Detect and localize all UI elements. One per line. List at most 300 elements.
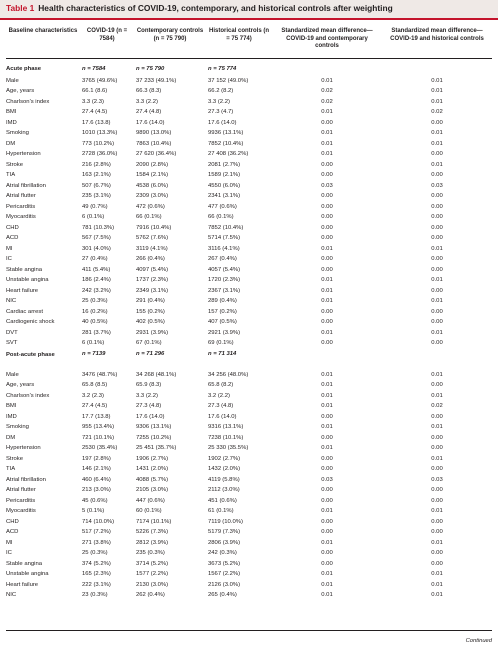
characteristic: Myocarditis [6,214,36,221]
smd-historical: 0.00 [431,151,443,158]
smd-contemporary: 0.00 [321,256,333,263]
historical-value: 2921 (3.9%) [208,329,241,336]
contemporary-value: 9890 (13.0%) [136,130,172,137]
smd-historical: 0.01 [431,581,443,588]
historical-value: 66.2 (8.2) [208,88,234,95]
table-row [6,476,492,487]
smd-historical: 0.01 [431,130,443,137]
contemporary-value: 1906 (2.7%) [136,455,169,462]
smd-contemporary: 0.01 [321,109,333,116]
table-title [6,3,393,13]
table-row [6,108,492,119]
historical-value: 2806 (3.9%) [208,539,241,546]
smd-contemporary: 0.00 [321,266,333,273]
smd-contemporary: 0.01 [321,287,333,294]
historical-value: 25 330 (35.5%) [208,445,249,452]
table-row [6,507,492,518]
contemporary-value: 4097 (5.4%) [136,266,169,273]
table-row [6,140,492,151]
smd-contemporary: 0.01 [321,298,333,305]
table-row [6,255,492,266]
table-row [6,518,492,529]
smd-contemporary: 0.01 [321,392,333,399]
covid-value: 40 (0.5%) [82,319,108,326]
section-count-contemporary: n = 75 790 [136,66,165,73]
contemporary-value: 67 (0.1%) [136,340,162,347]
smd-historical: 0.02 [431,109,443,116]
table-row [6,539,492,550]
smd-contemporary: 0.01 [321,245,333,252]
characteristic: Pericarditis [6,497,36,504]
characteristic: Atrial fibrillation [6,182,46,189]
historical-value: 17.6 (14.0) [208,413,237,420]
table-number: Table 1 [6,3,35,13]
contemporary-value: 2130 (3.0%) [136,581,169,588]
smd-historical: 0.00 [431,203,443,210]
historical-value: 66 (0.1%) [208,214,234,221]
historical-value: 27.3 (4.7) [208,109,234,116]
characteristic: NIC [6,298,17,305]
covid-value: 197 (2.8%) [82,455,111,462]
table-row [6,87,492,98]
table-row [6,98,492,109]
table-row [6,329,492,340]
smd-historical: 0.00 [431,434,443,441]
smd-historical: 0.00 [431,413,443,420]
table-row [6,234,492,245]
section-count-historical: n = 75 774 [208,66,237,73]
historical-value: 65.8 (8.2) [208,382,234,389]
smd-contemporary: 0.01 [321,592,333,599]
continued-note: Continued [465,638,492,644]
historical-value: 4550 (6.0%) [208,182,241,189]
covid-value: 16 (0.2%) [82,308,108,315]
contemporary-value: 4088 (5.7%) [136,476,169,483]
covid-value: 25 (0.3%) [82,298,108,305]
historical-value: 2112 (3.0%) [208,487,240,494]
covid-value: 66.1 (8.6) [82,88,108,95]
historical-value: 3673 (5.2%) [208,560,241,567]
smd-contemporary: 0.00 [321,518,333,525]
smd-contemporary: 0.00 [321,203,333,210]
smd-contemporary: 0.01 [321,140,333,147]
smd-contemporary: 0.00 [321,434,333,441]
smd-historical: 0.00 [431,445,443,452]
smd-contemporary: 0.00 [321,413,333,420]
historical-value: 27.3 (4.8) [208,403,234,410]
section-acute-phase [6,64,492,77]
characteristic: Age, years [6,382,35,389]
characteristic: DVT [6,329,18,336]
covid-value: 213 (3.0%) [82,487,111,494]
table-row [6,213,492,224]
contemporary-value: 2105 (3.0%) [136,487,169,494]
smd-historical: 0.03 [431,182,443,189]
smd-historical: 0.00 [431,224,443,231]
covid-value: 65.8 (8.5) [82,382,108,389]
header-contemporary: Contemporary controls (n = 75 790) [136,28,204,42]
characteristic: CHD [6,224,19,231]
contemporary-value: 1584 (2.1%) [136,172,169,179]
contemporary-value: 3.3 (2.2) [136,392,158,399]
header-covid: COVID-19 (n = 7584) [86,28,128,42]
smd-historical: 0.01 [431,371,443,378]
contemporary-value: 27 620 (36.4%) [136,151,177,158]
covid-value: 27 (0.4%) [82,256,108,263]
table-row [6,423,492,434]
historical-value: 5179 (7.3%) [208,529,241,536]
smd-historical: 0.01 [431,77,443,84]
table-row [6,245,492,256]
smd-contemporary: 0.00 [321,214,333,221]
historical-value: 3116 (4.1%) [208,245,240,252]
table-row [6,549,492,560]
covid-value: 3765 (49.6%) [82,77,118,84]
historical-value: 1589 (2.1%) [208,172,241,179]
historical-value: 1432 (2.0%) [208,466,241,473]
contemporary-value: 2931 (3.9%) [136,329,169,336]
historical-value: 4119 (5.8%) [208,476,240,483]
contemporary-value: 2090 (2.8%) [136,161,169,168]
contemporary-value: 27.4 (4.8) [136,109,162,116]
smd-contemporary: 0.00 [321,466,333,473]
smd-contemporary: 0.00 [321,550,333,557]
contemporary-value: 5226 (7.3%) [136,529,169,536]
contemporary-value: 3.3 (2.2) [136,98,158,105]
historical-value: 267 (0.4%) [208,256,237,263]
table-row [6,465,492,476]
characteristic: Charlson's index [6,392,50,399]
table-row [6,402,492,413]
smd-contemporary: 0.02 [321,98,333,105]
contemporary-value: 60 (0.1%) [136,508,162,515]
smd-historical: 0.01 [431,508,443,515]
smd-historical: 0.00 [431,550,443,557]
historical-value: 477 (0.6%) [208,203,237,210]
covid-value: 163 (2.1%) [82,172,111,179]
smd-contemporary: 0.00 [321,172,333,179]
contemporary-value: 1577 (2.2%) [136,571,169,578]
covid-value: 507 (6.7%) [82,182,111,189]
table-row [6,203,492,214]
table-row [6,413,492,424]
contemporary-value: 1737 (2.3%) [136,277,169,284]
table-row [6,119,492,130]
smd-historical: 0.01 [431,140,443,147]
header-smd-contemporary: Standardized mean difference—COVID-19 and contemporary controls [281,28,373,49]
smd-historical: 0.01 [431,161,443,168]
smd-contemporary: 0.01 [321,508,333,515]
characteristic: Atrial fibrillation [6,476,46,483]
smd-contemporary: 0.00 [321,235,333,242]
table-row [6,318,492,329]
covid-value: 955 (13.4%) [82,424,115,431]
table-row [6,308,492,319]
historical-value: 2081 (2.7%) [208,161,241,168]
smd-historical: 0.01 [431,455,443,462]
contemporary-value: 5762 (7.6%) [136,235,169,242]
smd-contemporary: 0.00 [321,193,333,200]
covid-value: 17.6 (13.8) [82,119,111,126]
contemporary-value: 27.3 (4.8) [136,403,162,410]
characteristic: TIA [6,172,16,179]
contemporary-value: 2812 (3.9%) [136,539,169,546]
characteristic: DM [6,434,16,441]
characteristic: IC [6,256,12,263]
historical-value: 5714 (7.5%) [208,235,241,242]
contemporary-value: 7863 (10.4%) [136,140,172,147]
smd-historical: 0.00 [431,497,443,504]
smd-historical: 0.01 [431,98,443,105]
table-row [6,287,492,298]
smd-historical: 0.01 [431,424,443,431]
section-count-covid: n = 7139 [82,350,106,357]
smd-contemporary: 0.00 [321,487,333,494]
table-row [6,486,492,497]
contemporary-value: 262 (0.4%) [136,592,165,599]
covid-value: 45 (0.6%) [82,497,108,504]
covid-value: 281 (3.7%) [82,329,111,336]
covid-value: 2530 (35.4%) [82,445,118,452]
smd-historical: 0.00 [431,256,443,263]
covid-value: 2728 (36.0%) [82,151,118,158]
covid-value: 49 (0.7%) [82,203,108,210]
historical-value: 2126 (3.0%) [208,581,241,588]
contemporary-value: 472 (0.6%) [136,203,165,210]
table-row [6,581,492,592]
historical-value: 2367 (3.1%) [208,287,241,294]
smd-historical: 0.01 [431,298,443,305]
historical-value: 1720 (2.3%) [208,277,241,284]
table-row [6,371,492,382]
covid-value: 5 (0.1%) [82,508,105,515]
table-row [6,297,492,308]
characteristic: IMD [6,413,17,420]
historical-value: 157 (0.2%) [208,308,237,315]
covid-value: 411 (5.4%) [82,266,111,273]
characteristic: Myocarditis [6,508,36,515]
smd-contemporary: 0.00 [321,224,333,231]
contemporary-value: 2349 (3.1%) [136,287,169,294]
smd-historical: 0.00 [431,487,443,494]
table-title-bar [0,0,498,20]
table-row [6,161,492,172]
smd-contemporary: 0.01 [321,571,333,578]
historical-value: 242 (0.3%) [208,550,237,557]
section-count-contemporary: n = 71 296 [136,350,165,357]
characteristic: Smoking [6,130,29,137]
smd-contemporary: 0.01 [321,424,333,431]
covid-value: 186 (2.4%) [82,277,111,284]
table-row [6,591,492,602]
characteristic: IC [6,550,12,557]
historical-value: 289 (0.4%) [208,298,237,305]
table-header [6,28,492,58]
contemporary-value: 291 (0.4%) [136,298,165,305]
historical-value: 37 152 (49.0%) [208,77,249,84]
section-count-covid: n = 7584 [82,66,106,73]
characteristic: DM [6,140,16,147]
smd-contemporary: 0.01 [321,329,333,336]
smd-historical: 0.00 [431,382,443,389]
historical-value: 34 256 (48.0%) [208,371,249,378]
historical-value: 1567 (2.2%) [208,571,241,578]
table-row [6,266,492,277]
contemporary-value: 3119 (4.1%) [136,245,168,252]
characteristic: ACD [6,235,19,242]
smd-historical: 0.00 [431,466,443,473]
characteristic: Hypertension [6,445,41,452]
smd-historical: 0.01 [431,277,443,284]
smd-contemporary: 0.00 [321,497,333,504]
characteristic: IMD [6,119,17,126]
covid-value: 165 (2.3%) [82,571,111,578]
section-count-historical: n = 71 314 [208,350,237,357]
contemporary-value: 155 (0.2%) [136,308,165,315]
characteristic: Hypertension [6,151,41,158]
smd-contemporary: 0.00 [321,319,333,326]
covid-value: 374 (5.2%) [82,560,111,567]
table-row [6,276,492,287]
smd-historical: 0.00 [431,172,443,179]
smd-historical: 0.00 [431,518,443,525]
historical-value: 61 (0.1%) [208,508,234,515]
smd-contemporary: 0.01 [321,130,333,137]
smd-contemporary: 0.01 [321,371,333,378]
contemporary-value: 7255 (10.2%) [136,434,172,441]
covid-value: 27.4 (4.5) [82,109,108,116]
characteristic: Stable angina [6,560,43,567]
smd-contemporary: 0.03 [321,182,333,189]
table-row [6,528,492,539]
contemporary-value: 17.6 (14.0) [136,119,165,126]
covid-value: 17.7 (13.8) [82,413,111,420]
table-row [6,150,492,161]
covid-value: 1010 (13.3%) [82,130,118,137]
smd-contemporary: 0.00 [321,560,333,567]
smd-historical: 0.01 [431,245,443,252]
characteristic: Cardiac arrest [6,308,43,315]
smd-historical: 0.01 [431,539,443,546]
characteristic: Male [6,371,19,378]
table-row [6,77,492,88]
contemporary-value: 3714 (5.2%) [136,560,169,567]
smd-contemporary: 0.03 [321,476,333,483]
covid-value: 517 (7.2%) [82,529,111,536]
characteristic: Unstable angina [6,277,49,284]
contemporary-value: 7916 (10.4%) [136,224,172,231]
smd-historical: 0.01 [431,88,443,95]
characteristic: MI [6,245,13,252]
characteristic: TIA [6,466,16,473]
covid-value: 222 (3.1%) [82,581,111,588]
table-body [6,58,492,602]
header-smd-historical: Standardized mean difference—COVID-19 and historical controls [390,28,484,42]
historical-value: 27 408 (36.2%) [208,151,249,158]
characteristic: Atrial flutter [6,487,36,494]
table-row [6,560,492,571]
smd-contemporary: 0.00 [321,119,333,126]
smd-historical: 0.01 [431,392,443,399]
characteristic: Male [6,77,19,84]
header-historical: Historical controls (n = 75 774) [208,28,269,42]
table-row [6,392,492,403]
covid-value: 271 (3.8%) [82,539,111,546]
smd-contemporary: 0.01 [321,581,333,588]
characteristic: Atrial flutter [6,193,36,200]
covid-value: 27.4 (4.5) [82,403,108,410]
table-row [6,434,492,445]
historical-value: 69 (0.1%) [208,340,234,347]
historical-value: 7238 (10.1%) [208,434,244,441]
characteristic: Cardiogenic shock [6,319,55,326]
table-row [6,455,492,466]
smd-historical: 0.01 [431,571,443,578]
section-label: Post-acute phase [6,351,55,358]
covid-value: 6 (0.1%) [82,214,105,221]
historical-value: 1902 (2.7%) [208,455,241,462]
smd-historical: 0.01 [431,592,443,599]
smd-contemporary: 0.01 [321,77,333,84]
characteristic: BMI [6,403,17,410]
characteristic: Charlson's index [6,98,50,105]
smd-historical: 0.03 [431,476,443,483]
covid-value: 146 (2.1%) [82,466,111,473]
contemporary-value: 65.9 (8.3) [136,382,162,389]
contemporary-value: 9306 (13.1%) [136,424,172,431]
covid-value: 235 (3.1%) [82,193,111,200]
characteristic: Age, years [6,88,35,95]
historical-value: 3.3 (2.2) [208,98,230,105]
smd-contemporary: 0.00 [321,340,333,347]
table-row [6,497,492,508]
characteristic: Unstable angina [6,571,49,578]
smd-contemporary: 0.00 [321,161,333,168]
table-row [6,381,492,392]
smd-historical: 0.00 [431,266,443,273]
contemporary-value: 25 451 (35.7%) [136,445,177,452]
characteristic: Stable angina [6,266,43,273]
contemporary-value: 4538 (6.0%) [136,182,169,189]
smd-contemporary: 0.01 [321,445,333,452]
table-row [6,182,492,193]
historical-value: 17.6 (14.0) [208,119,237,126]
smd-contemporary: 0.01 [321,403,333,410]
header-baseline: Baseline characteristics [8,28,78,34]
characteristic: BMI [6,109,17,116]
contemporary-value: 66 (0.1%) [136,214,162,221]
health-characteristics-table [6,28,492,602]
historical-value: 9316 (13.1%) [208,424,244,431]
characteristic: Stroke [6,455,24,462]
contemporary-value: 1431 (2.0%) [136,466,169,473]
table-row [6,192,492,203]
contemporary-value: 235 (0.3%) [136,550,165,557]
section-post-acute-phase [6,350,492,371]
historical-value: 7852 (10.4%) [208,140,244,147]
characteristic: Smoking [6,424,29,431]
covid-value: 3476 (48.7%) [82,371,118,378]
historical-value: 2341 (3.1%) [208,193,241,200]
smd-contemporary: 0.01 [321,151,333,158]
characteristic: Heart failure [6,581,39,588]
smd-historical: 0.00 [431,235,443,242]
smd-historical: 0.00 [431,529,443,536]
historical-value: 265 (0.4%) [208,592,237,599]
historical-value: 407 (0.5%) [208,319,237,326]
historical-value: 9936 (13.1%) [208,130,244,137]
table-row [6,224,492,235]
